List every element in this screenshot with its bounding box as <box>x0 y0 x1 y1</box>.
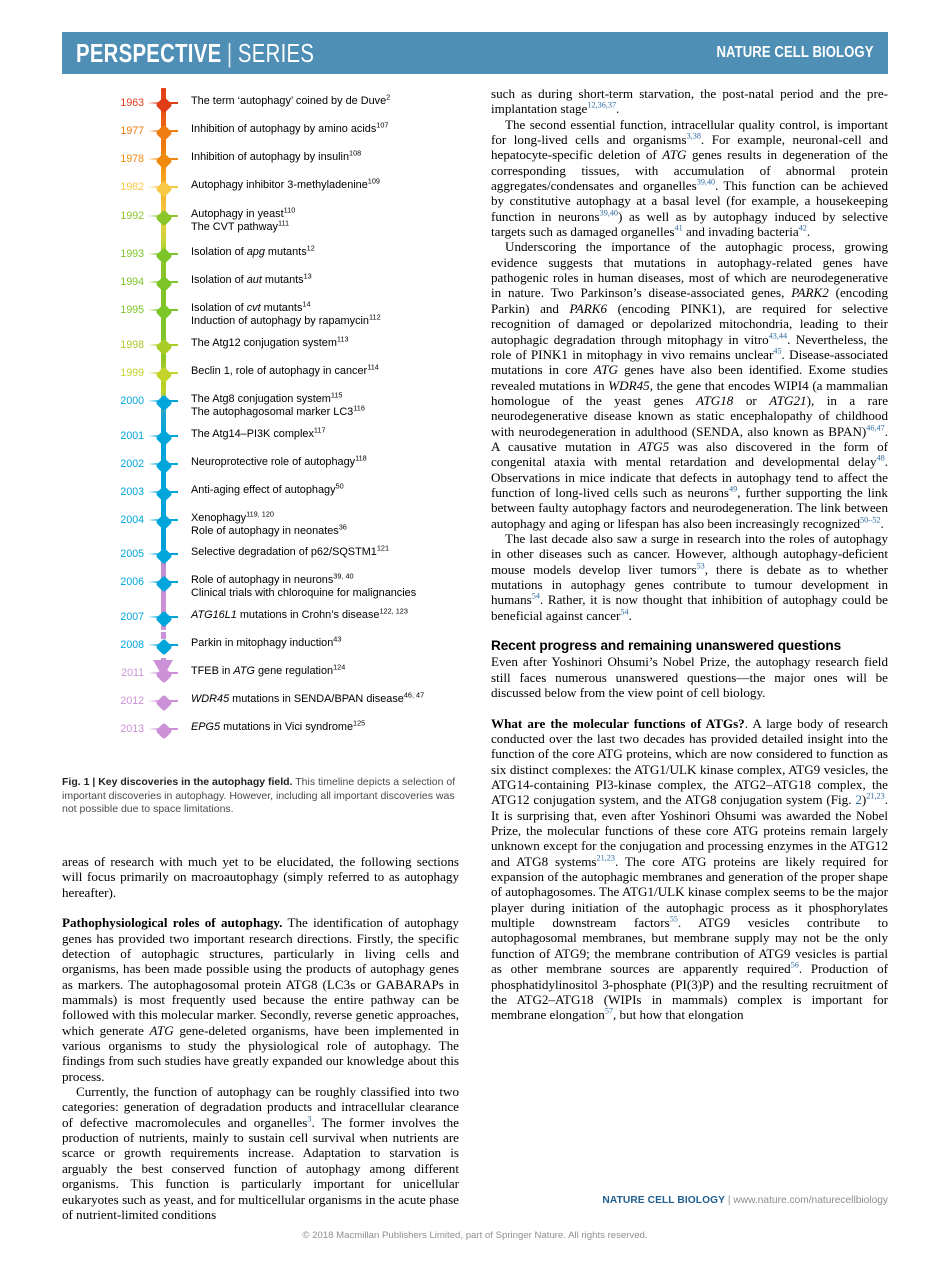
timeline-node-2012 <box>155 695 172 712</box>
ref-21-23-b[interactable]: 21,23 <box>596 853 615 863</box>
timeline-node-1992 <box>155 210 172 227</box>
timeline-year-2012: 2012 <box>120 695 144 707</box>
timeline-label-line: The Atg8 conjugation system$^{115}$ <box>191 389 343 405</box>
timeline-label-line: ATG16L1 mutations in Crohn’s disease$^{122, 123}$ <box>191 605 408 621</box>
timeline-reference-sup[interactable]: 114 <box>367 361 379 371</box>
ref-57[interactable]: 57 <box>604 1006 613 1016</box>
header-left-title <box>76 38 314 69</box>
copyright-notice: © 2018 Macmillan Publishers Limited, part of Springer Nature. All rights reserved. <box>302 1230 648 1241</box>
figure-1-timeline <box>62 86 459 735</box>
header-divider: | <box>226 37 233 68</box>
timeline-reference-sup[interactable]: 2 <box>386 91 391 101</box>
timeline-reference-sup[interactable]: 112 <box>369 311 381 321</box>
timeline-reference-sup[interactable]: 110 <box>283 204 296 214</box>
timeline-label-line: Isolation of apg mutants$^{12}$ <box>191 242 315 258</box>
timeline-node-2003 <box>155 486 172 503</box>
left-para-3: Currently, the function of autophagy can be roughly classified into two categories: generation of degradation products and intracellular clearance of defective macromolecules and organelles$^3$. The former involves the production of nutrients, mainly to sustain cell survival when nutrients are scarce or growth requirements increase. Adaptation to starvation is arguably the best conserved function of autophagy among different organisms. This function is particularly important for unicellular eukaryotes such as yeast, and for multicellular organisms in the acute phase of nutrient-limited conditions <box>62 1084 459 1222</box>
ref-54-b[interactable]: 54 <box>620 607 629 617</box>
timeline-label-1994 <box>191 270 459 287</box>
timeline-entry-2007 <box>62 605 459 625</box>
timeline-label-line: Autophagy in yeast$^{110}$ <box>191 204 296 220</box>
footer-url[interactable]: www.nature.com/naturecellbiology <box>733 1195 888 1206</box>
timeline-reference-sup[interactable]: 14 <box>302 298 311 308</box>
timeline-node-1998 <box>155 339 172 356</box>
timeline-label-2011 <box>191 661 459 678</box>
timeline-year-2001: 2001 <box>120 430 144 442</box>
timeline-entry-2013 <box>62 717 459 737</box>
right-para-5: Even after Yoshinori Ohsumi’s Nobel Prize, the autophagy research field still faces numerous unanswered questions—the major ones will be discussed below from the view point of cell biology. <box>491 654 888 701</box>
ref-41[interactable]: 41 <box>674 223 683 233</box>
timeline-node-2011 <box>155 667 172 684</box>
ref-3-38[interactable]: 3,38 <box>686 131 701 141</box>
timeline-node-2006 <box>155 576 172 593</box>
timeline-label-2007 <box>191 605 459 622</box>
timeline-reference-sup[interactable]: 13 <box>303 270 312 280</box>
timeline-label-line: Selective degradation of $p62/SQSTM1^{121}$ <box>191 542 390 558</box>
timeline-year-2013: 2013 <box>120 723 144 735</box>
header-series-label: SERIES <box>237 37 315 68</box>
timeline-entry-2005 <box>62 542 459 562</box>
timeline-label-1998 <box>191 333 459 350</box>
timeline-year-1998: 1998 <box>120 339 144 351</box>
timeline-label-line: Xenophagy$^{119, 120}$ <box>191 508 274 524</box>
right-para-1: such as during short-term starvation, the post-natal period and the pre-implantation stage$^{12,36,37}$. <box>491 86 888 117</box>
timeline-year-2000: 2000 <box>120 395 144 407</box>
timeline-reference-sup[interactable]: 115 <box>330 389 343 399</box>
section-heading-recent-progress: Recent progress and remaining unanswered questions <box>491 638 842 654</box>
ref-39-40-a[interactable]: 39,40 <box>696 177 716 187</box>
timeline-year-1977: 1977 <box>120 125 144 137</box>
timeline-reference-sup[interactable]: 118 <box>355 452 367 462</box>
timeline-label-line: Beclin 1, role of autophagy in cancer$^{114}$ <box>191 361 379 377</box>
timeline-year-1994: 1994 <box>120 276 144 288</box>
left-column <box>62 86 459 1222</box>
timeline-entry-1993 <box>62 242 459 262</box>
right-para-6: What are the molecular functions of ATGs?. A large body of research conducted over the last two decades has provided detailed insight into the function of the core ATG proteins, which are now considered to function as six distinct complexes: the ATG1/ULK kinase complex, ATG9 vesicles, the ATG14-containing PI3-kinase complex, the ATG2–ATG18 complex, the ATG12 conjugation system, and the ATG8 conjugation system (Fig. 2)$^{21,23}$. It is surprising that, even after Yoshinori Ohsumi was awarded the Nobel Prize, the molecular functions of these core ATG proteins remain largely unknown except for the conjugation and processing enzymes in the ATG12 and ATG8 systems$^{21,23}$. The core ATG proteins are likely required for expansion of the autophagic membranes and generation of the proper shape of autophagosomes. The ATG1/ULK kinase complex seems to be the major player during initiation of the autophagic process as it phosphorylates multiple downstream factors$^{55}$. ATG9 vesicles contribute to autophagosomal membranes, but membrane supply may not be the only function of ATG9; the membrane contribution of ATG9 vesicles is partial as other membrane sources are apparently required$^{56}$. Production of phosphatidylinositol 3-phosphate (PI(3)P) and the resulting recruitment of the ATG2–ATG18 (WIPIs in mammals) complex is important for membrane elongation$^{57}$, but how that elongation <box>491 715 888 1023</box>
timeline-reference-sup[interactable]: 107 <box>376 119 389 129</box>
timeline-year-2008: 2008 <box>120 639 144 651</box>
timeline-label-2006 <box>191 570 459 600</box>
paragraph-gap <box>491 700 888 715</box>
footer-brand: NATURE CELL BIOLOGY <box>602 1195 726 1206</box>
timeline-year-2003: 2003 <box>120 486 144 498</box>
timeline-node-1982 <box>155 181 172 198</box>
footer-separator: | <box>727 1195 731 1206</box>
timeline-reference-sup[interactable]: 46, 47 <box>403 689 425 699</box>
timeline-reference-sup[interactable]: 122, 123 <box>379 605 408 615</box>
timeline-reference-sup[interactable]: 39, 40 <box>333 570 354 580</box>
timeline-label-2003 <box>191 480 459 497</box>
timeline-label-1993 <box>191 242 459 259</box>
ref-49[interactable]: 49 <box>729 484 738 494</box>
timeline-canvas <box>62 86 459 735</box>
timeline-label-2012 <box>191 689 459 706</box>
timeline-entry-2000 <box>62 389 459 418</box>
timeline-label-line: EPG5 mutations in Vici syndrome$^{125}$ <box>191 717 366 733</box>
timeline-entry-1992 <box>62 204 459 233</box>
timeline-year-1982: 1982 <box>120 181 144 193</box>
right-column <box>491 86 888 1023</box>
ref-46-47[interactable]: 46,47 <box>866 423 885 433</box>
timeline-label-line: The autophagosomal marker $LC3^{116}$ <box>191 402 365 418</box>
timeline-label-line: Isolation of cvt mutants$^{14}$ <box>191 298 311 314</box>
left-para-2-runhead: Pathophysiological roles of autophagy. <box>62 915 283 931</box>
timeline-entry-1977 <box>62 119 459 139</box>
ref-56[interactable]: 56 <box>790 960 799 970</box>
timeline-year-2004: 2004 <box>120 514 144 526</box>
timeline-reference-sup[interactable]: 43 <box>333 633 342 643</box>
page-header-band <box>62 32 888 74</box>
timeline-label-line: The Atg14–PI3K complex$^{117}$ <box>191 424 326 440</box>
timeline-node-1977 <box>155 125 172 142</box>
left-column-body <box>62 854 459 1222</box>
figure-1-caption-text: This timeline depicts a selection of important discoveries in autophagy. However, including all important discoveries was not possible due to space limitations. <box>62 776 456 816</box>
timeline-label-line: Autophagy inhibitor 3-methyladenine$^{109}$ <box>191 175 380 191</box>
timeline-reference-sup[interactable]: 12 <box>306 242 315 252</box>
left-para-1: areas of research with much yet to be elucidated, the following sections will focus primarily on macroautophagy (simply referred to as autophagy hereafter). <box>62 854 459 900</box>
timeline-node-2008 <box>155 639 172 656</box>
timeline-label-2004 <box>191 508 459 538</box>
timeline-year-1993: 1993 <box>120 248 144 260</box>
left-para-2: Pathophysiological roles of autophagy. The identification of autophagy genes has provided two important research directions. Firstly, the specific detection of autophagic structures, particularly in living cells and organisms, has been made possible using the products of autophagy genes as markers. The autophagosomal protein ATG8 (LC3s or GABARAPs in mammals) is most frequently used because the entire pathway can be followed with this molecular marker. Secondly, reverse genetic approaches, which generate ATG gene-deleted organisms, have been implemented in various organisms to study the physiological role of autophagy. The findings from such studies have greatly expanded our knowledge about this process. <box>62 915 459 1084</box>
ref-48[interactable]: 48 <box>876 453 885 463</box>
timeline-year-2011: 2011 <box>121 667 144 679</box>
ref-53[interactable]: 53 <box>696 561 705 571</box>
ref-42[interactable]: 42 <box>798 223 807 233</box>
timeline-entry-2011 <box>62 661 459 681</box>
timeline-label-line: The CVT pathway$^{111}$ <box>191 217 290 233</box>
ref-55[interactable]: 55 <box>669 914 678 924</box>
timeline-entry-2001 <box>62 424 459 444</box>
timeline-node-1978 <box>155 153 172 170</box>
timeline-entry-2002 <box>62 452 459 472</box>
timeline-entry-1995 <box>62 298 459 327</box>
timeline-reference-sup[interactable]: 117 <box>313 424 326 434</box>
timeline-label-line: Inhibition of autophagy by insulin$^{108}$ <box>191 147 362 163</box>
timeline-label-2005 <box>191 542 459 559</box>
ref-45[interactable]: 45 <box>773 346 782 356</box>
timeline-reference-sup[interactable]: 50 <box>335 480 344 490</box>
timeline-entry-2003 <box>62 480 459 500</box>
timeline-entry-1999 <box>62 361 459 381</box>
timeline-year-1978: 1978 <box>120 153 144 165</box>
timeline-node-1994 <box>155 276 172 293</box>
timeline-label-line: Inhibition of autophagy by amino acids$^{107}$ <box>191 119 389 135</box>
timeline-node-1963 <box>155 97 172 114</box>
paragraph-gap <box>62 900 459 915</box>
timeline-label-2001 <box>191 424 459 441</box>
timeline-reference-sup[interactable]: 113 <box>336 333 349 343</box>
ref-43-44[interactable]: 43,44 <box>768 331 788 341</box>
timeline-entry-2012 <box>62 689 459 709</box>
timeline-entry-2006 <box>62 570 459 599</box>
figure-1-caption <box>62 776 459 817</box>
timeline-reference-sup[interactable]: 119, 120 <box>246 508 274 518</box>
timeline-entry-1978 <box>62 147 459 167</box>
timeline-node-2000 <box>155 395 172 412</box>
ref-54-a[interactable]: 54 <box>531 591 540 601</box>
timeline-label-line: Isolation of aut mutants$^{13}$ <box>191 270 312 286</box>
timeline-label-1977 <box>191 119 459 136</box>
timeline-year-1992: 1992 <box>120 210 144 222</box>
timeline-node-2007 <box>155 611 172 628</box>
right-para-6-runhead: What are the molecular functions of ATGs? <box>491 715 745 731</box>
timeline-reference-sup[interactable]: 125 <box>353 717 366 727</box>
timeline-reference-sup[interactable]: 109 <box>367 175 380 185</box>
timeline-entry-1982 <box>62 175 459 195</box>
paragraph-gap <box>491 623 888 638</box>
timeline-label-1963 <box>191 91 459 108</box>
timeline-reference-sup[interactable]: 121 <box>376 542 390 552</box>
timeline-year-1999: 1999 <box>120 367 144 379</box>
timeline-node-2004 <box>155 514 172 531</box>
timeline-label-line: The Atg12 conjugation system$^{113}$ <box>191 333 349 349</box>
timeline-node-2001 <box>155 430 172 447</box>
timeline-year-1995: 1995 <box>120 304 144 316</box>
timeline-entry-2008 <box>62 633 459 653</box>
timeline-label-line: WDR45 mutations in SENDA/BPAN disease$^{46, 47}$ <box>191 689 425 705</box>
header-perspective-label: PERSPECTIVE <box>76 37 222 68</box>
timeline-label-2008 <box>191 633 459 650</box>
timeline-year-2002: 2002 <box>120 458 144 470</box>
timeline-reference-sup[interactable]: 36 <box>338 521 347 531</box>
right-para-4: The last decade also saw a surge in research into the roles of autophagy in other diseases such as cancer. However, although autophagy-deficient mouse models develop liver tumors$^{53}$, there is debate as to whether mutations in autophagy genes contribute to tumour development in humans$^{54}$. Rather, it is now thought that inhibition of autophagy could be beneficial against cancer$^{54}$. <box>491 530 888 623</box>
timeline-label-line: The term ‘autophagy’ coined by de Duve$^2$ <box>191 91 391 107</box>
timeline-label-2002 <box>191 452 459 469</box>
ref-21-23-a[interactable]: 21,23 <box>866 792 885 802</box>
timeline-node-1993 <box>155 248 172 265</box>
timeline-entry-2004 <box>62 508 459 537</box>
timeline-label-1995 <box>191 298 459 328</box>
ref-12-36-37[interactable]: 12,36,37 <box>587 100 617 110</box>
timeline-year-2005: 2005 <box>120 548 144 560</box>
timeline-node-2005 <box>155 548 172 565</box>
figure-1-title: Key discoveries in the autophagy field. <box>98 776 293 788</box>
timeline-label-line: TFEB in ATG gene regulation$^{124}$ <box>191 661 346 677</box>
timeline-label-line: Parkin in mitophagy induction$^{43}$ <box>191 633 342 649</box>
timeline-label-line: Role of autophagy in neurons$^{39, 40}$ <box>191 570 354 586</box>
figure-1-label: Fig. 1 | <box>62 776 96 788</box>
header-journal-name: NATURE CELL BIOLOGY <box>716 44 874 61</box>
timeline-node-1999 <box>155 367 172 384</box>
footer-journal-link[interactable] <box>602 1195 888 1206</box>
timeline-entry-1994 <box>62 270 459 290</box>
timeline-label-line: Anti-aging effect of autophagy$^{50}$ <box>191 480 344 496</box>
timeline-reference-sup[interactable]: 116 <box>353 402 365 412</box>
ref-39-40-b[interactable]: 39,40 <box>599 208 619 218</box>
timeline-year-2007: 2007 <box>120 611 144 623</box>
timeline-label-line: Induction of autophagy by rapamycin$^{112}$ <box>191 311 381 327</box>
timeline-label-line: Clinical trials with chloroquine for malignancies <box>191 586 417 599</box>
timeline-year-2006: 2006 <box>120 576 144 588</box>
ref-3[interactable]: 3 <box>307 1114 312 1124</box>
timeline-label-2000 <box>191 389 459 419</box>
timeline-node-2002 <box>155 458 172 475</box>
timeline-label-line: Neuroprotective role of autophagy$^{118}$ <box>191 452 367 468</box>
timeline-reference-sup[interactable]: 111 <box>277 217 290 227</box>
timeline-label-2013 <box>191 717 459 734</box>
timeline-label-1992 <box>191 204 459 234</box>
timeline-entry-1963 <box>62 91 459 111</box>
timeline-label-1978 <box>191 147 459 164</box>
right-para-2: The second essential function, intracellular quality control, is important for long-lived cells and organisms$^{3,38}$. For example, neuronal-cell and hepatocyte-specific deletion of ATG genes results in degeneration of the corresponding tissues, with accumulation of abnormal protein aggregates/condensates and organelles$^{39,40}$. This function can be achieved by constitutive autophagy at a basal level (for example, a housekeeping function in neurons$^{39,40}$) as well as by autophagy induced by selective targets such as damaged organelles$^{41}$ and invading bacteria$^{42}$. <box>491 116 889 240</box>
timeline-node-2013 <box>155 723 172 740</box>
timeline-year-1963: 1963 <box>120 97 144 109</box>
timeline-reference-sup[interactable]: 124 <box>333 661 346 671</box>
timeline-node-1995 <box>155 304 172 321</box>
right-para-3: Underscoring the importance of the autophagic process, growing evidence suggests that mutations in autophagy-related genes have pathogenic roles in human diseases, most of which are neurodegenerative in nature. Two Parkinson’s disease-associated genes, PARK2 (encoding Parkin) and PARK6 (encoding PINK1), are required for selective recognition of damaged or depolarized mitochondria, leading to their autophagic degradation through mitophagy in vitro$^{43,44}$. Nevertheless, the role of PINK1 in mitophagy in vivo remains unclear$^{45}$. Disease-associated mutations in core ATG genes have also been identified. Exome studies revealed mutations in WDR45, the gene that encodes WIPI4 (a mammalian homologue of the yeast genes ATG18 or ATG21), in a rare neurodegenerative disease known as static encephalopathy of childhood with neurodegeneration in adulthood (SENDA, also known as BPAN)$^{46,47}$. A causative mutation in ATG5 was also discovered in the form of congenital ataxia with mental retardation and developmental delay$^{48}$. Observations in mice indicate that defects in autophagy tend to affect the function of long-lived cells such as neurons$^{49}$, further supporting the link between faulty autophagy factors and neurodegeneration. The link between autophagy and aging or lifespan has also been increasingly recognized$^{50-52}$. <box>491 239 889 531</box>
timeline-entry-1998 <box>62 333 459 353</box>
timeline-label-1999 <box>191 361 459 378</box>
timeline-label-1982 <box>191 175 459 192</box>
ref-50-52[interactable]: 50–52 <box>860 515 881 525</box>
figure-2-reference[interactable]: 2 <box>855 792 862 808</box>
timeline-reference-sup[interactable]: 108 <box>349 147 362 157</box>
timeline-label-line: Role of autophagy in neonates$^{36}$ <box>191 521 347 537</box>
